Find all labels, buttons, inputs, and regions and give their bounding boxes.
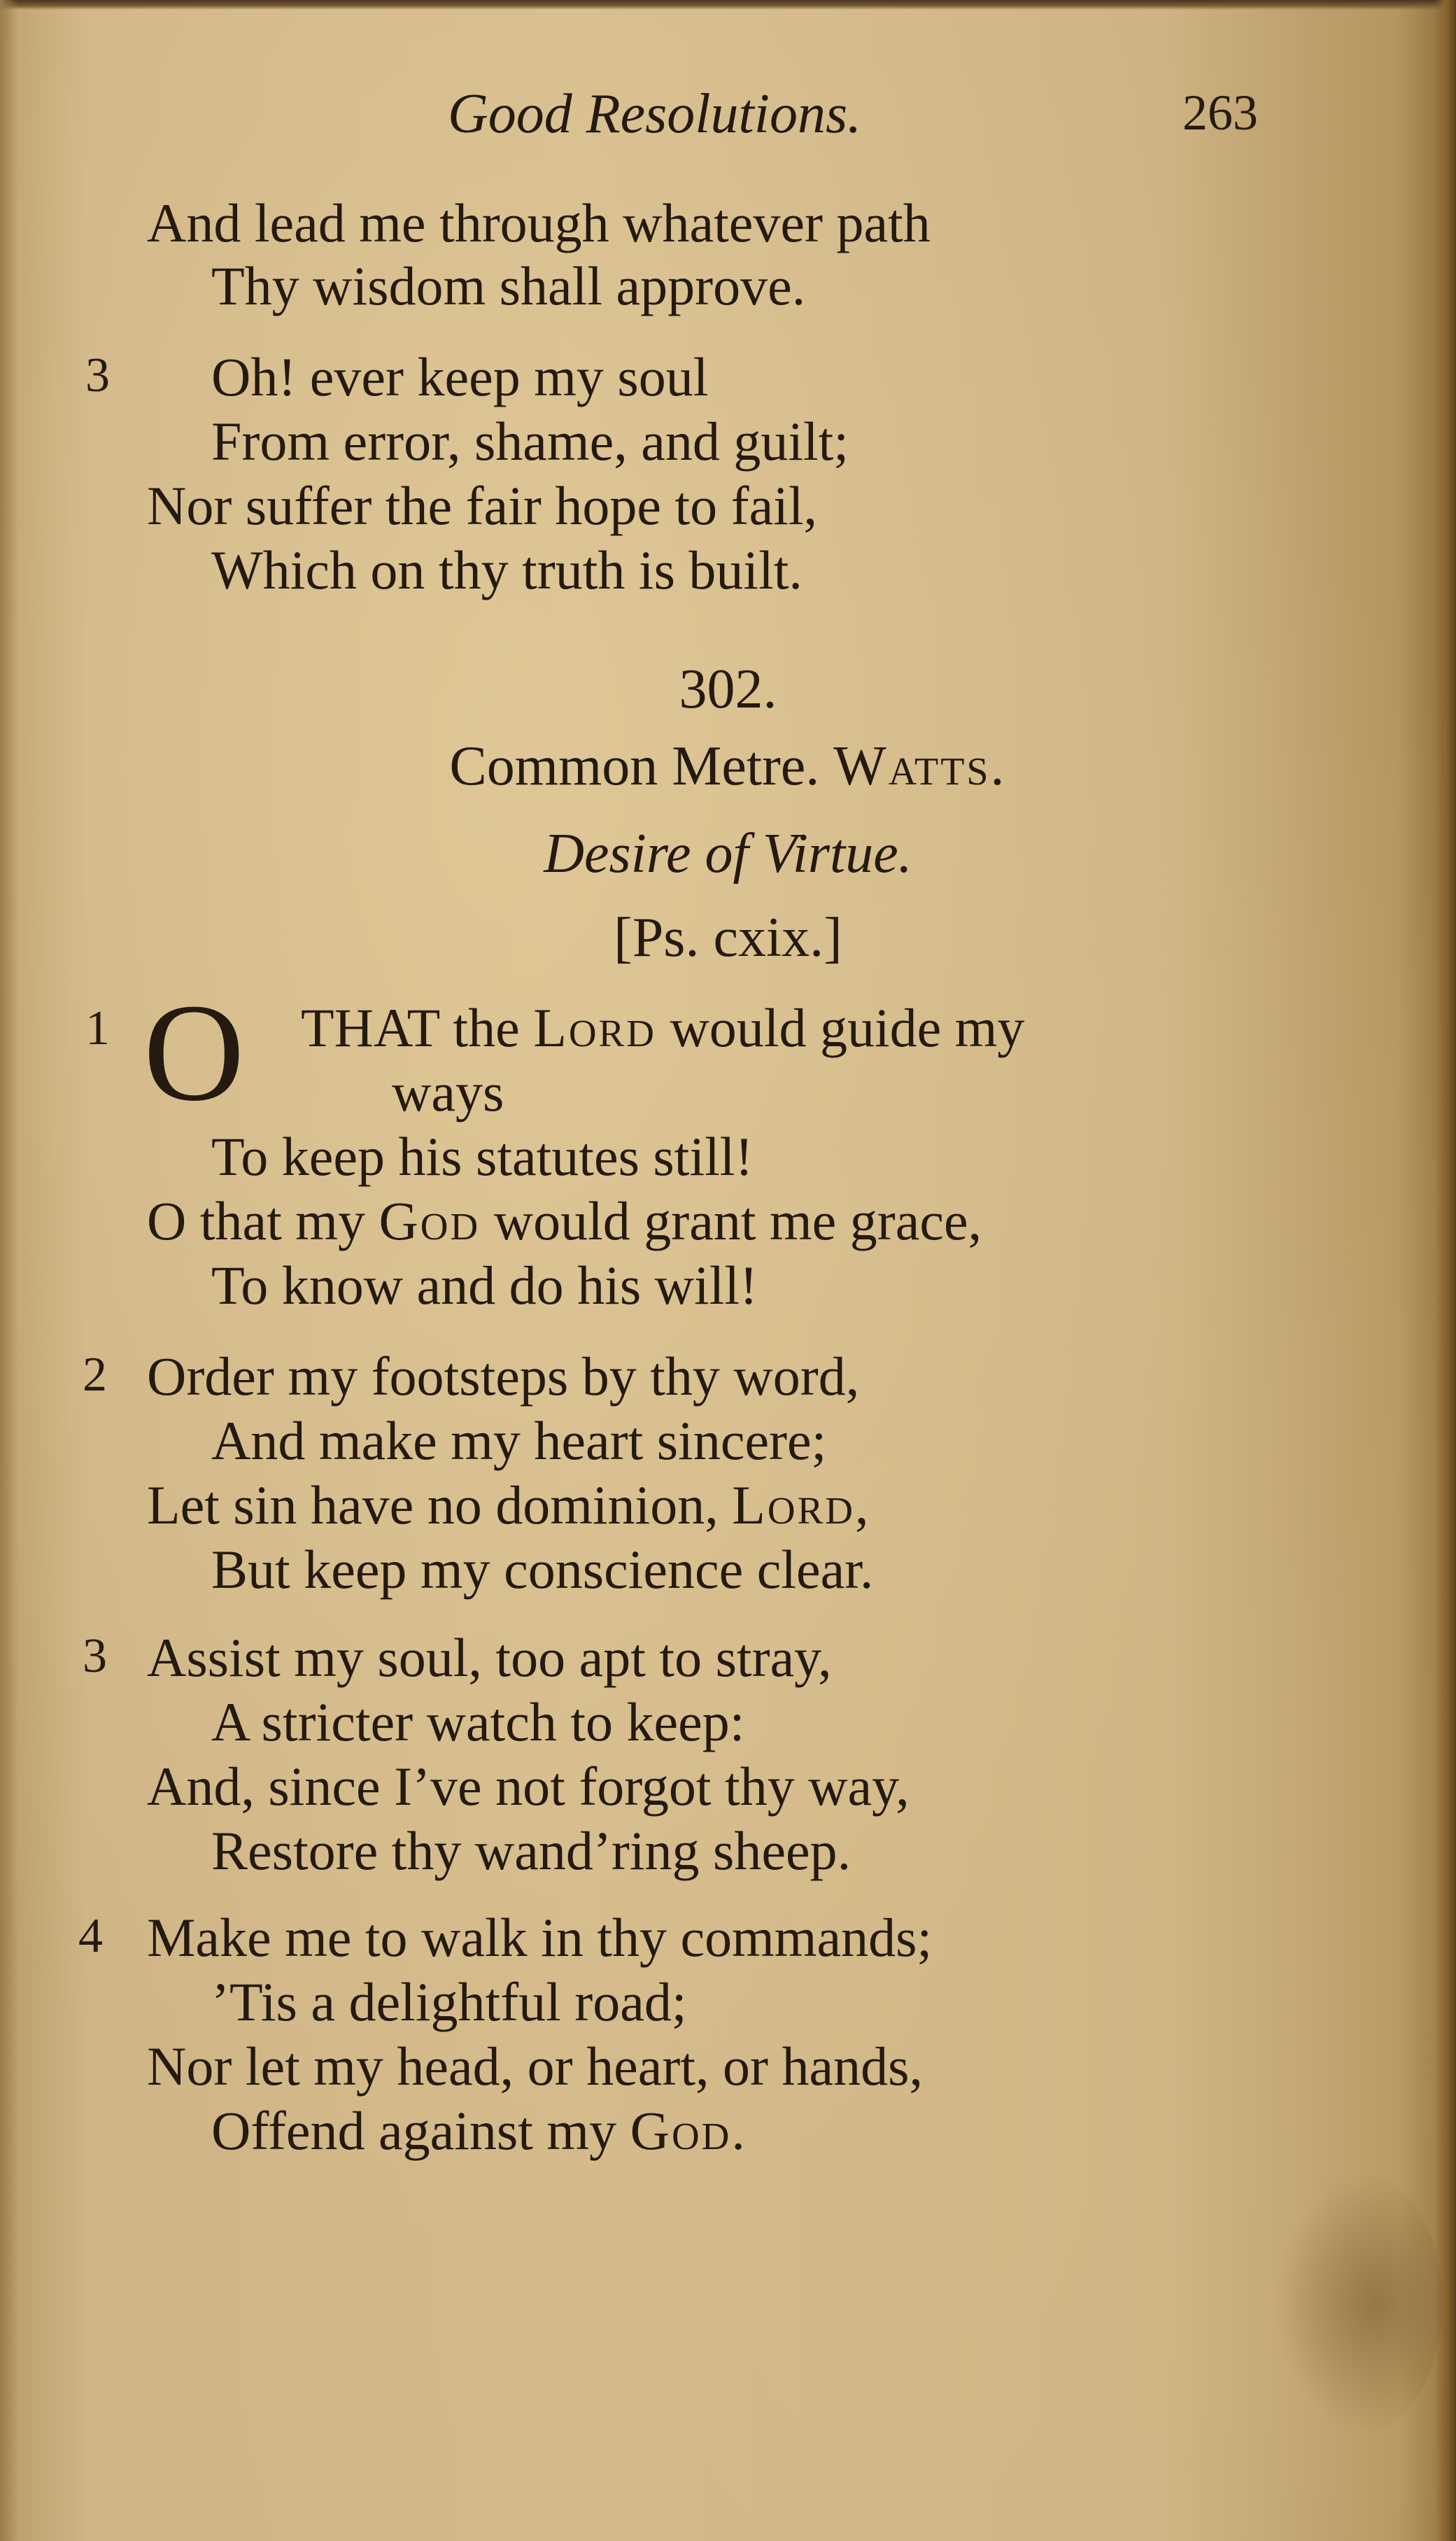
page-top-edge [0,0,1456,10]
verse-line: ’Tis a delightful road; [211,1971,687,2032]
verse-number: 2 [83,1348,107,1402]
verse-line: Nor let my head, or heart, or hands, [147,2036,923,2097]
verse-line [211,2100,747,2161]
text: Let sin have no dominion, [147,1474,719,1535]
verse-number: 3 [85,349,110,402]
page-number: 263 [1182,85,1258,141]
verse-line [147,1474,871,1535]
verse-line: Oh! ever keep my soul [211,346,709,407]
verse-number: 1 [85,1001,110,1055]
verse-line: And, since I’ve not forgot thy way, [147,1756,910,1817]
scripture-reference: [Ps. cxix.] [614,907,842,969]
text: would grant me grace, [493,1190,982,1251]
hymn-subtitle: Desire of Virtue. [544,823,912,885]
divine-name: Lord, [732,1474,871,1535]
divine-name: Lord [533,997,656,1058]
continued-line: And lead me through whatever path [147,192,931,253]
verse-line: To keep his statutes still! [211,1126,754,1187]
verse-line: A stricter watch to keep: [211,1691,745,1752]
page-gutter-shadow [0,0,18,2541]
verse-line: Assist my soul, too apt to stray, [147,1627,832,1688]
hymn-meter-line [0,735,1456,797]
continued-line: Thy wisdom shall approve. [211,255,806,316]
hymn-author: Watts. [833,735,1007,797]
divine-name: God [379,1190,481,1251]
text: would guide my [670,997,1025,1058]
verse-line: From error, shame, and guilt; [211,411,849,472]
text: Offend against my [211,2100,617,2161]
page-right-edge [1435,0,1456,2541]
verse-line [147,1190,982,1251]
verse-line: Nor suffer the fair hope to fail, [147,475,818,536]
running-title: Good Resolutions. [448,83,862,145]
hymn-number: 302. [679,659,777,720]
running-header [0,83,1456,153]
verse-line: And make my heart sincere; [211,1410,827,1471]
verse-number: 3 [83,1629,107,1683]
verse-line: Which on thy truth is built. [211,540,803,600]
verse-line: But keep my conscience clear. [211,1539,874,1600]
text: O that my [147,1190,365,1251]
paper-stain [1274,2170,1442,2436]
verse-line [301,997,1025,1058]
hymn-meter: Common Metre. [449,735,820,797]
text: THAT the [301,997,520,1058]
drop-cap: O [143,976,245,1130]
verse-line: Make me to walk in thy commands; [147,1907,933,1968]
verse-line: Order my footsteps by thy word, [147,1346,860,1407]
verse-line: ways [392,1062,504,1122]
verse-line: Restore thy wand’ring sheep. [211,1820,851,1881]
verse-number: 4 [78,1909,103,1963]
divine-name: God. [630,2100,747,2161]
verse-line: To know and do his will! [211,1255,758,1316]
